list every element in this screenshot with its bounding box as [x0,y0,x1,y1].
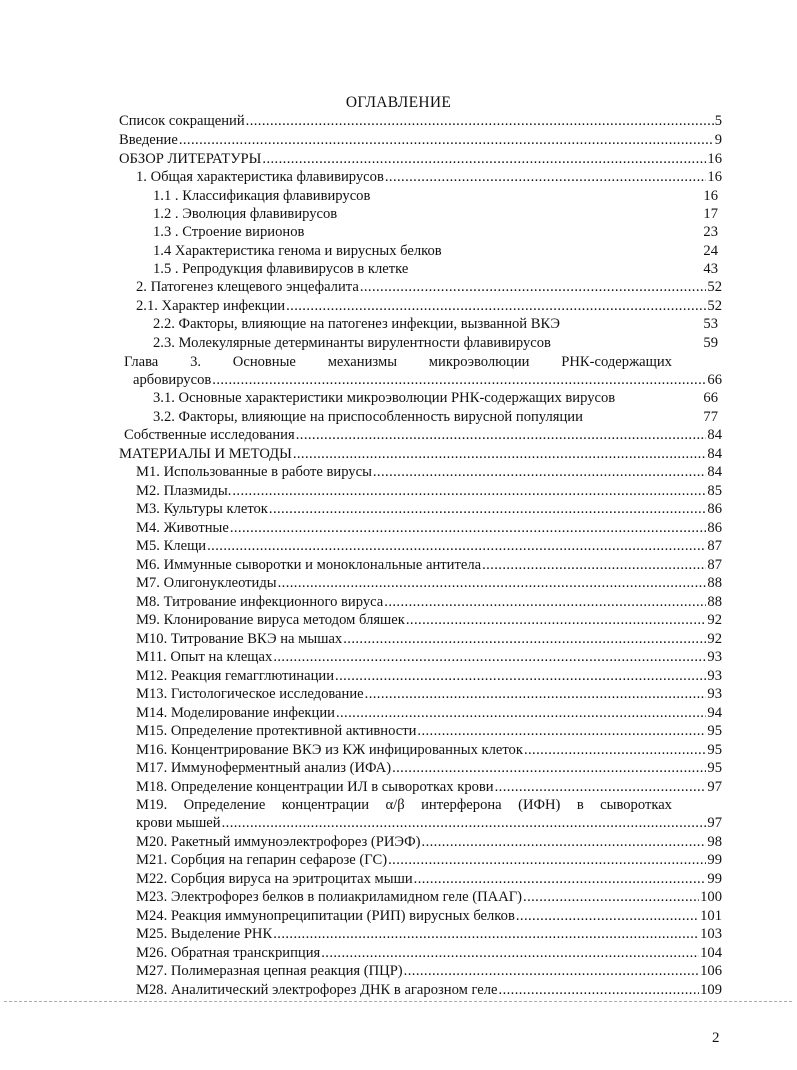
toc-entry-label: 3.2. Факторы, влияющие на приспособленность вирусной популяции [153,409,583,425]
toc-entry[interactable] [136,759,722,777]
toc-entry-label: М18. Определение концентрации ИЛ в сыворотках крови [136,779,494,795]
toc-entry[interactable] [136,611,722,629]
toc-entry-label: М17. Иммуноферментный анализ (ИФА) [136,760,392,776]
toc-entry[interactable] [153,187,718,205]
toc-entry-page: 99 [707,852,722,868]
toc-entry-label: М25. Выделение РНК [136,926,273,942]
toc-entry[interactable] [136,648,722,666]
toc-entry[interactable] [119,112,722,130]
toc-entry-page: 66 [703,390,718,406]
toc-entry[interactable] [136,482,722,500]
toc-entry-page: 109 [700,982,722,998]
leader-dots [179,131,714,149]
leader-dots [222,814,707,832]
toc-entry[interactable] [136,278,722,296]
toc-entry-label: М26. Обратная транскрипция [136,945,321,961]
leader-dots [212,371,706,389]
word: α/β [385,797,405,813]
toc-entry-label: 2. Патогенез клещевого энцефалита [136,279,359,295]
toc-entry[interactable] [133,371,722,389]
toc-entry[interactable] [153,242,718,260]
toc-entry[interactable] [153,408,718,426]
toc-entry[interactable] [136,962,722,980]
toc-entry-label: М10. Титрование ВКЭ на мышах [136,631,343,647]
leader-dots [365,685,707,703]
leader-dots [524,741,706,759]
toc-entry[interactable] [136,297,722,315]
toc-entry-page: 99 [707,871,722,887]
toc-entry-page: 59 [703,335,718,351]
toc-entry-page: 84 [707,464,722,480]
toc-entry-page: 84 [707,446,722,462]
word: Основные [232,354,296,370]
toc-entry[interactable] [153,334,718,352]
toc-entry[interactable] [136,907,722,925]
toc-entry-page: 95 [707,760,722,776]
toc-entry[interactable] [136,463,722,481]
toc-entry[interactable] [136,704,722,722]
toc-entry-label: М28. Аналитический электрофорез ДНК в агарозном геле [136,982,498,998]
leader-dots [286,297,706,315]
word: (ИФН) [518,797,561,813]
toc-entry[interactable] [136,685,722,703]
leader-dots [422,833,707,851]
toc-entry-label: 1.3 . Строение вирионов [153,224,305,240]
leader-dots [516,907,699,925]
word: концентрации [281,797,370,813]
leader-dots [482,556,706,574]
toc-entry-label: М13. Гистологическое исследование [136,686,364,702]
toc-entry-page: 94 [707,705,722,721]
toc-entry[interactable] [136,981,722,999]
toc-entry-page: 87 [707,557,722,573]
toc-entry-page: 92 [707,631,722,647]
toc-entry-label: ОБЗОР ЛИТЕРАТУРЫ [119,151,262,167]
toc-entry[interactable] [136,833,722,851]
toc-entry[interactable] [136,925,722,943]
leader-dots [335,667,706,685]
leader-dots [523,888,699,906]
toc-entry[interactable] [136,722,722,740]
toc-entry-label: М20. Ракетный иммуноэлектрофорез (РИЭФ) [136,834,421,850]
toc-entry-page: 93 [707,649,722,665]
toc-entry-heading-line[interactable] [136,796,672,814]
toc-entry[interactable] [136,519,722,537]
toc-entry-page: 98 [707,834,722,850]
toc-entry-page: 93 [707,686,722,702]
toc-entry-page: 77 [703,409,718,425]
toc-entry[interactable] [136,814,722,832]
toc-entry-label: М14. Моделирование инфекции [136,705,335,721]
toc-entry-label: М15. Определение протективной активности [136,723,417,739]
toc-entry-label: 1. Общая характеристика флавивирусов [136,169,384,185]
toc-entry-page: 16 [707,169,722,185]
toc-entry[interactable] [136,741,722,759]
toc-entry[interactable] [136,168,722,186]
toc-entry[interactable] [136,500,722,518]
leader-dots [360,278,707,296]
toc-entry[interactable] [136,537,722,555]
toc-entry[interactable] [153,260,718,278]
toc-entry[interactable] [153,315,718,333]
toc-entry-page: 95 [707,723,722,739]
toc-entry-page: 97 [707,815,722,831]
toc-entry[interactable] [136,870,722,888]
toc-entry[interactable] [124,426,722,444]
toc-entry-label: М11. Опыт на клещах [136,649,273,665]
toc-entry[interactable] [136,593,722,611]
leader-dots [388,851,706,869]
toc-entry-label: 1.5 . Репродукция флавивирусов в клетке [153,261,409,277]
toc-entry-label: М12. Реакция гемагглютинации [136,668,335,684]
leader-dots [406,611,707,629]
toc-entry[interactable] [136,667,722,685]
toc-entry-label: М9. Клонирование вируса методом бляшек [136,612,405,628]
toc-entry-label: Введение [119,132,178,148]
toc-entry-label: М8. Титрование инфекционного вируса [136,594,384,610]
toc-entry-page: 43 [703,261,718,277]
toc-entry-label: 2.1. Характер инфекции [136,298,286,314]
toc-entry-label: М6. Иммунные сыворотки и моноклональные антитела [136,557,482,573]
toc-entry-page: 97 [707,779,722,795]
toc-entry-label: М2. Плазмиды. [136,483,232,499]
leader-dots [404,962,699,980]
toc-entry[interactable] [136,888,722,906]
leader-dots [343,630,706,648]
word: в [576,797,584,813]
toc-entry[interactable] [119,131,722,149]
toc-entry-page: 24 [703,243,718,259]
toc-entry-label: М7. Олигонуклеотиды [136,575,277,591]
toc-entry-label: М1. Использованные в работе вирусы [136,464,372,480]
toc-entry-page: 104 [700,945,722,961]
toc-entry-label: арбовирусов [133,372,212,388]
toc-entry-page: 52 [707,298,722,314]
toc-entry-page: 88 [707,594,722,610]
toc-entry-label: 2.2. Факторы, влияющие на патогенез инфекции, вызванной ВКЭ [153,316,561,332]
leader-dots [207,537,706,555]
toc-title: ОГЛАВЛЕНИЕ [345,94,452,111]
toc-entry-heading-line[interactable] [124,353,672,371]
toc-entry-page: 95 [707,742,722,758]
toc-entry-page: 53 [703,316,718,332]
toc-entry-page: 106 [700,963,722,979]
toc-entry[interactable] [119,445,722,463]
leader-dots [392,759,706,777]
leader-dots [262,150,706,168]
leader-dots [269,500,707,518]
toc-entry-page: 92 [707,612,722,628]
toc-entry[interactable] [136,556,722,574]
toc-entry-page: 86 [707,501,722,517]
toc-entry-label: 3.1. Основные характеристики микроэволюции РНК-содержащих вирусов [153,390,616,406]
toc-entry-page: 88 [707,575,722,591]
leader-dots [321,944,699,962]
toc-entry[interactable] [136,944,722,962]
leader-dots [232,482,706,500]
leader-dots [384,593,706,611]
toc-entry-label: 2.3. Молекулярные детерминанты вирулентности флавивирусов [153,335,551,351]
toc-entry-page: 5 [714,113,722,129]
toc-entry-page: 16 [707,151,722,167]
leader-dots [246,112,714,130]
word: Определение [183,797,266,813]
toc-entry-page: 23 [703,224,718,240]
toc-entry-page: 84 [707,427,722,443]
toc-entry-label: М3. Культуры клеток [136,501,268,517]
toc-entry-label: М21. Сорбция на гепарин сефарозе (ГС) [136,852,388,868]
toc-entry-label: крови мышей [136,815,221,831]
toc-entry-label: Собственные исследования [124,427,295,443]
toc-entry[interactable] [153,205,718,223]
toc-entry-label: М23. Электрофорез белков в полиакриламидном геле (ПААГ) [136,889,523,905]
toc-entry-label: М27. Полимеразная цепная реакция (ПЦР) [136,963,403,979]
toc-entry-label: Список сокращений [119,113,245,129]
leader-dots [336,704,706,722]
toc-entry-page: 9 [714,132,722,148]
word: механизмы [327,354,398,370]
toc-entry-label: 1.2 . Эволюция флавивирусов [153,206,338,222]
toc-entry-page: 17 [703,206,718,222]
leader-dots [273,925,699,943]
toc-entry[interactable] [136,574,722,592]
toc-entry-label: М16. Концентрирование ВКЭ из КЖ инфицированных клеток [136,742,523,758]
toc-entry-page: 100 [700,889,722,905]
leader-dots [373,463,707,481]
word: интерферона [421,797,502,813]
word: Глава [124,354,159,370]
toc-entry-label: М5. Клещи [136,538,207,554]
toc-entry-page: 87 [707,538,722,554]
leader-dots [278,574,707,592]
toc-entry-label: МАТЕРИАЛЫ И МЕТОДЫ [119,446,292,462]
leader-dots [414,870,707,888]
word: 3. [190,354,202,370]
toc-entry-label: 1.4 Характеристика генома и вирусных белков [153,243,442,259]
leader-dots [230,519,707,537]
toc-entry-page: 103 [700,926,722,942]
toc-entry-label: М24. Реакция иммунопреципитации (РИП) вирусных белков [136,908,515,924]
word: сыворотках [600,797,672,813]
leader-dots [273,648,706,666]
toc-entry[interactable] [153,223,718,241]
page-number: 2 [712,1030,720,1046]
leader-dots [499,981,700,999]
toc-entry-label: М4. Животные [136,520,229,536]
toc-entry[interactable] [136,851,722,869]
word: микроэволюции [428,354,530,370]
toc-entry-page: 16 [703,188,718,204]
toc-entry[interactable] [136,778,722,796]
toc-entry-page: 85 [707,483,722,499]
leader-dots [293,445,707,463]
word: РНК-содержащих [561,354,672,370]
leader-dots [296,426,707,444]
leader-dots [385,168,707,186]
toc-entry[interactable] [119,150,722,168]
page-divider [4,1001,792,1002]
toc-entry-label: М22. Сорбция вируса на эритроцитах мыши [136,871,413,887]
toc-entry-label: 1.1 . Классификация флавивирусов [153,188,371,204]
leader-dots [417,722,706,740]
toc-entry-page: 66 [707,372,722,388]
toc-entry[interactable] [153,389,718,407]
word: М19. [136,797,168,813]
leader-dots [495,778,707,796]
toc-entry-page: 93 [707,668,722,684]
toc-entry-page: 86 [707,520,722,536]
toc-entry-page: 52 [707,279,722,295]
toc-entry-page: 101 [700,908,722,924]
toc-entry[interactable] [136,630,722,648]
